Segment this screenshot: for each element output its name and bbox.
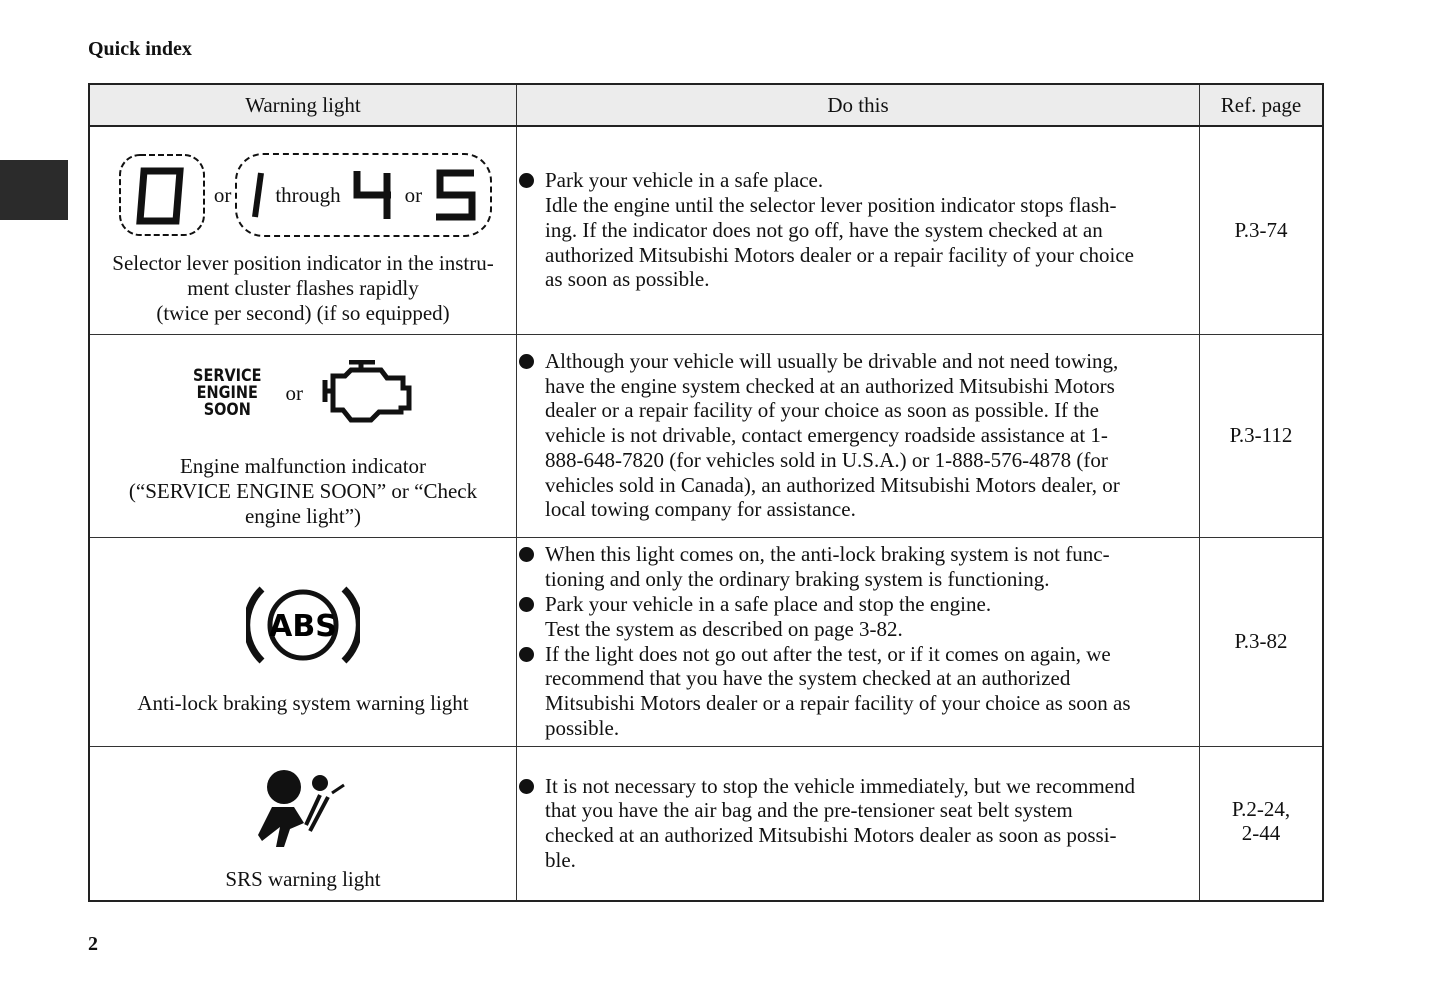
or-text: or <box>285 380 304 405</box>
through-text: through <box>275 182 341 207</box>
table-header-row <box>89 84 1323 126</box>
page-number: 2 <box>88 933 98 955</box>
header-do-this: Do this <box>517 84 1200 126</box>
abs-warning-icon <box>246 585 360 665</box>
instructions-cell <box>517 537 1200 746</box>
warning-caption: Selector lever position indicator in the instru- ment cluster flashes rapidly (twice per second) (if so equipped) <box>112 251 494 325</box>
table-row <box>89 334 1323 537</box>
warning-cell <box>89 746 517 901</box>
section-title: Quick index <box>88 38 192 60</box>
table-row <box>89 537 1323 746</box>
srs-airbag-icon <box>258 769 348 849</box>
chapter-tab <box>0 160 68 220</box>
service-engine-soon-icon: SERVICE ENGINE SOON <box>193 365 262 420</box>
ref-page: P.3-82 <box>1200 537 1324 746</box>
instruction-bullet: If the light does not go out after the test, or if it comes on again, we recommend that you have the system checked at an authorized Mitsubishi Motors dealer or a repair facility of your choice as soon as possible. <box>545 642 1191 741</box>
instructions-cell <box>517 126 1200 334</box>
instruction-bullet: When this light comes on, the anti-lock braking system is not func- tioning and only the ordinary braking system is functioning. <box>545 542 1191 592</box>
instruction-bullet: It is not necessary to stop the vehicle immediately, but we recommend that you have the air bag and the pre-tensioner seat belt system checked at an authorized Mitsubishi Motors dealer as soon as possi- ble. <box>545 774 1191 873</box>
instructions-cell <box>517 334 1200 537</box>
quick-index-table <box>88 83 1324 902</box>
table-row <box>89 746 1323 901</box>
header-ref-page: Ref. page <box>1200 84 1324 126</box>
warning-caption: Engine malfunction indicator (“SERVICE ENGINE SOON” or “Check engine light”) <box>128 454 478 528</box>
ref-page: P.2-24, 2-44 <box>1200 746 1324 901</box>
or-text: or <box>213 182 232 207</box>
check-engine-icon <box>321 360 419 426</box>
gear-1-5-flashing-icon <box>235 153 492 237</box>
warning-caption: SRS warning light <box>225 867 381 892</box>
instruction-bullet: Although your vehicle will usually be drivable and not need towing, have the engine system checked at an authorized Mitsubishi Motors dealer or a repair facility of your choice as soon as possible. If the vehicle is not drivable, contact emergency roadside assistance at 1- 888-648-7820 (for vehicles sold in U.S.A.) or 1-888-576-4878 (for vehicles sold in Canada), an authorized Mitsubishi Motors dealer, or local towing company for assistance. <box>545 349 1191 523</box>
instructions-cell <box>517 746 1200 901</box>
svg-text:ABS: ABS <box>269 608 337 644</box>
gear-d-flashing-icon <box>114 149 210 241</box>
warning-caption: Anti-lock braking system warning light <box>137 690 469 715</box>
instruction-bullet: Park your vehicle in a safe place. Idle the engine until the selector lever position indicator stops flash- ing. If the indicator does not go off, have the system checked at an authorized Mitsubishi Motors dealer or a repair facility of your choice as soon as possible. <box>545 168 1191 292</box>
warning-cell <box>89 126 517 334</box>
ref-page: P.3-112 <box>1200 334 1324 537</box>
header-warning-light: Warning light <box>89 84 517 126</box>
instruction-bullet: Park your vehicle in a safe place and stop the engine. Test the system as described on page 3-82. <box>545 592 1191 642</box>
or-text: or <box>404 182 423 207</box>
warning-cell <box>89 537 517 746</box>
ref-page: P.3-74 <box>1200 126 1324 334</box>
table-row <box>89 126 1323 334</box>
warning-cell <box>89 334 517 537</box>
